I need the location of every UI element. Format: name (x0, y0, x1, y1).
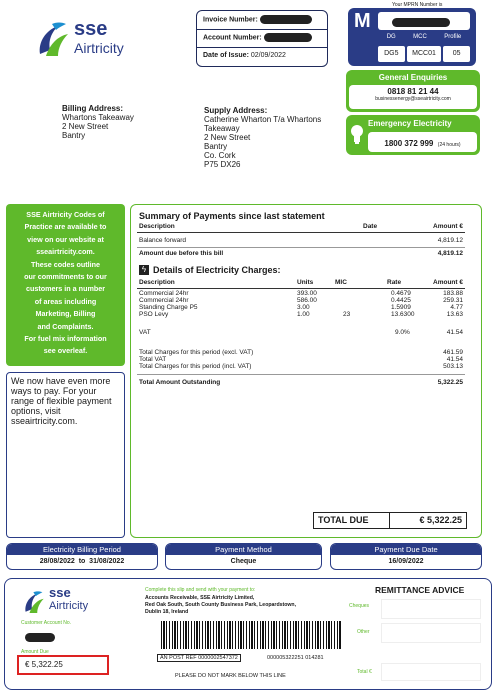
remittance-instructions: Complete this slip and send with your payment to: (145, 587, 256, 593)
total-value: 41.54 (446, 356, 463, 363)
an-post-ref: AN POST REF 0000002547372 (157, 654, 241, 662)
charges-box (130, 204, 482, 538)
divider (137, 232, 465, 233)
general-enquiries-box (346, 70, 480, 112)
codes-line: These codes outline (30, 259, 101, 269)
details-header-mic: MIC (335, 279, 347, 286)
vat-label: VAT (139, 329, 151, 336)
redacted-mprn (392, 18, 450, 27)
charge-units: 586.00 (297, 297, 317, 304)
remittance-address-line: Red Oak South, South County Business Park, Leopardstown, (145, 602, 297, 608)
do-not-mark: PLEASE DO NOT MARK BELOW THIS LINE (175, 673, 286, 679)
total-value: 503.13 (443, 363, 463, 370)
payment-options-text: We now have even more ways to pay. For your range of flexible payment options, visit sseairtricity.com. (11, 376, 112, 426)
divider (137, 374, 465, 375)
supply-address-line: Bantry (204, 142, 228, 151)
payment-due-date-tab (330, 543, 482, 570)
slip-brand-airtricity: Airtricity (49, 600, 89, 612)
sse-swirl-icon (23, 589, 45, 615)
charge-units: 3.00 (297, 304, 310, 311)
enquiries-panel (349, 85, 477, 109)
total-label: Total Charges for this period (incl. VAT) (139, 363, 252, 370)
date-of-issue-label: Date of Issue: (203, 52, 249, 59)
details-header-units: Units (297, 279, 314, 286)
balance-forward-label: Balance forward (139, 237, 186, 244)
details-title: Details of Electricity Charges: (153, 265, 281, 275)
vat-row (137, 329, 465, 337)
divider (197, 47, 327, 48)
billing-period-tab (6, 543, 158, 570)
supply-address (204, 106, 321, 169)
emergency-box (346, 115, 480, 155)
brand-logo (36, 18, 166, 63)
ref-tail: 000005322251 014281 (267, 655, 324, 661)
summary-header-date: Date (363, 223, 378, 230)
billing-period-label: Electricity Billing Period (7, 544, 157, 555)
charge-amount: 4.77 (450, 304, 463, 311)
divider (137, 288, 465, 289)
mprn-mcc-value: MCC01 (407, 46, 442, 62)
cheques-field (381, 599, 481, 619)
remittance-title: REMITTANCE ADVICE (375, 585, 465, 595)
divider (197, 29, 327, 30)
payment-due-date-value: 16/09/2022 (388, 558, 424, 565)
balance-forward-value: 4,819.12 (437, 237, 463, 244)
amount-due-value: € 5,322.25 (25, 660, 63, 669)
codes-line: Marketing, Billing (35, 309, 96, 319)
cheques-label: Cheques (349, 603, 370, 609)
payment-due-date-label: Payment Due Date (331, 544, 481, 555)
total-value: 461.59 (443, 349, 463, 356)
summary-header-description: Description (139, 223, 175, 230)
charge-rate: 1.5909 (391, 304, 411, 311)
payment-method-value: Cheque (230, 558, 257, 565)
mprn-number-field (378, 12, 470, 30)
mprn-profile-value: 05 (443, 46, 470, 62)
mprn-letter: M (354, 10, 371, 32)
barcode (161, 621, 341, 649)
outstanding-label: Total Amount Outstanding (139, 379, 221, 386)
details-section (137, 263, 465, 403)
vat-amount: 41.54 (446, 329, 463, 336)
total-due-box (313, 512, 467, 529)
lightbulb-icon (350, 124, 364, 146)
remittance-slip (4, 578, 492, 690)
total-due-label: TOTAL DUE (314, 513, 390, 528)
remittance-address (145, 595, 296, 616)
charge-amount: 183.88 (443, 290, 463, 297)
codes-line: customers in a number (25, 284, 106, 294)
mprn-col-dg: DG (386, 34, 396, 40)
codes-line: Practice are available to (24, 222, 107, 232)
mprn-box (348, 8, 476, 66)
charge-desc: Commercial 24hr (139, 290, 189, 297)
customer-account-label: Customer Account No. (21, 620, 72, 626)
codes-line: and Complaints. (37, 321, 94, 331)
total-label: Total VAT (139, 356, 167, 363)
charge-amount: 13.63 (446, 311, 463, 318)
redacted-customer-account (25, 633, 55, 642)
brand-name-airtricity: Airtricity (74, 40, 124, 56)
supply-address-line: P75 DX26 (204, 160, 241, 169)
codes-line: sseairtricity.com. (36, 247, 95, 257)
mprn-col-profile: Profile (444, 34, 462, 40)
billing-address (62, 104, 134, 140)
codes-of-practice-box (6, 204, 125, 366)
lightning-icon: ϟ (139, 265, 149, 275)
summary-title: Summary of Payments since last statement (139, 211, 325, 221)
total-row (137, 363, 465, 371)
mprn-dg-value: DG5 (378, 46, 405, 62)
details-header-description: Description (139, 279, 175, 286)
total-field (381, 663, 481, 681)
billing-address-line: 2 New Street (62, 122, 109, 131)
codes-line: see overleaf. (43, 346, 88, 356)
details-header-rate: Rate (387, 279, 402, 286)
amount-due-before-value: 4,819.12 (437, 250, 463, 257)
codes-line: SSE Airtricity Codes of (26, 210, 105, 219)
summary-section (137, 209, 465, 261)
slip-brand-sse: sse (49, 585, 71, 600)
redacted-account-number (264, 33, 312, 42)
charge-amount: 259.31 (443, 297, 463, 304)
remittance-address-line: Accounts Receivable, SSE Airtricity Limited, (145, 595, 255, 601)
amount-due-before-label: Amount due before this bill (139, 250, 224, 257)
billing-period-value: 28/08/2022 to 31/08/2022 (39, 558, 125, 565)
other-label: Other (357, 629, 370, 635)
billing-address-line: Bantry (62, 131, 86, 140)
charge-rate: 0.4425 (391, 297, 411, 304)
charge-desc: Standing Charge P5 (139, 304, 198, 311)
vat-rate: 9.0% (395, 329, 410, 336)
emergency-note: (24 hours) (437, 142, 461, 148)
enquiries-label: General Enquiries (378, 73, 448, 82)
total-label: Total Charges for this period (excl. VAT) (139, 349, 254, 356)
total-due-value: € 5,322.25 (419, 515, 462, 525)
account-number-label: Account Number: (203, 34, 262, 42)
total-label: Total € (357, 669, 372, 675)
codes-line: our commitments to our (24, 272, 107, 282)
charge-desc: Commercial 24hr (139, 297, 189, 304)
supply-address-line: Co. Cork (204, 151, 236, 160)
mprn-header: Your MPRN Number is (392, 2, 443, 8)
charge-units: 1.00 (297, 311, 310, 318)
payment-method-tab (165, 543, 322, 570)
invoice-number-label: Invoice Number: (203, 16, 258, 24)
brand-name-sse: sse (74, 18, 108, 40)
date-of-issue-value: 02/09/2022 (250, 52, 286, 59)
payment-options-box (6, 372, 125, 538)
supply-address-line: 2 New Street (204, 133, 251, 142)
emergency-label: Emergency Electricity (368, 119, 452, 128)
other-field (381, 623, 481, 643)
charge-desc: PSO Levy (139, 311, 169, 318)
supply-address-line: Takeaway (204, 124, 240, 133)
codes-line: of areas including (34, 296, 97, 306)
billing-address-line: Whartons Takeaway (62, 113, 134, 122)
outstanding-value: 5,322.25 (437, 379, 463, 386)
codes-line: view on our website at (27, 234, 104, 244)
charge-units: 393.00 (297, 290, 317, 297)
codes-line: For fuel mix information (24, 334, 107, 344)
details-header-amount: Amount € (433, 279, 463, 286)
divider (137, 247, 465, 248)
charge-mic: 23 (343, 311, 351, 318)
enquiries-email: businessenergy@sseairtricity.com (375, 96, 451, 102)
emergency-panel (368, 132, 477, 152)
supply-address-title: Supply Address: (204, 106, 268, 115)
emergency-phone: 1800 372 999 (384, 139, 434, 148)
charge-rate: 13.6300 (391, 311, 415, 318)
supply-address-line: Catherine Wharton T/a Whartons (204, 115, 322, 124)
redacted-invoice-number (260, 15, 312, 24)
customer-account-field (17, 627, 113, 643)
remittance-address-line: Dublin 18, Ireland (145, 609, 189, 615)
outstanding-row (137, 379, 465, 387)
charge-row (137, 311, 465, 319)
invoice-details-box (196, 10, 328, 67)
charge-rate: 0.4679 (391, 290, 411, 297)
summary-header-amount: Amount € (433, 223, 463, 230)
amount-due-label: Amount Due (21, 649, 49, 655)
payment-method-label: Payment Method (166, 544, 321, 555)
mprn-col-mcc: MCC (413, 34, 427, 40)
sse-swirl-icon (36, 20, 70, 58)
amount-due-highlight (17, 655, 109, 675)
billing-address-title: Billing Address: (62, 104, 124, 113)
enquiries-phone: 0818 81 21 44 (387, 87, 439, 96)
